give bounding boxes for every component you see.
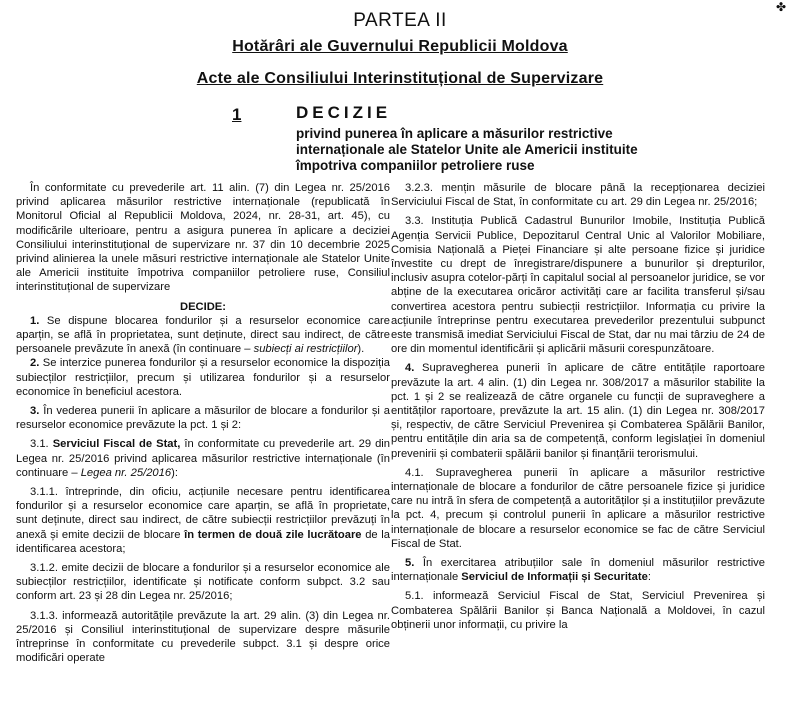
point-4-1: 4.1. Supravegherea punerii în aplicare a măsurilor restrictive internaționale de blocare a fondurilor de către persoanele fizice și juridice care nu intră în sfera de competență a autorităților și a instituțiilor prevăzute la pct. 4, precum și controlul punerii în aplicare a măsurilor restrictive internaționale de blocare a resurselor economice se fac de către Serviciul Fiscal de Stat. [391,466,765,550]
left-column [16,181,390,671]
point-3-1-2: 3.1.2. emite decizii de blocare a fondurilor și a resurselor economice ale subiecților restricțiilor, identificate și notificate conform subpct. 3.2 sau conform art. 23 și 28 din Legea nr. 25/2016; [16,562,390,603]
subtitle-line: privind punerea în aplicare a măsurilor restrictive [296,126,613,141]
decide-heading: DECIDE: [180,300,226,313]
point-5: 5. În exercitarea atribuțiilor sale în domeniul măsurilor restrictive internaționale Serviciul de Informații și Securitate: [391,557,765,584]
part-heading: PARTEA II [353,10,447,31]
subtitle-line: împotriva companiilor petroliere ruse [296,158,535,173]
point-3-3: 3.3. Instituția Publică Cadastrul Bunurilor Imobile, Instituția Publică Agenția Servicii Publice, Depozitarul Central Unic al Valorilor Mobiliare, Comisia Națională a Pieței Financiare și alte persoane fizice și juridice învestite cu drept de înregistrare/dispunere a bunurilor și drepturilor, inclusiv asupra cotelor-părți în capitalul social al persoanelor juridice, se vor abține de la executarea oricăror activități care ar facilita transferul și/sau convertirea acestora pentru subiecții restricțiilor. Informația cu privire la acțiunile întreprinse pentru executarea prevederilor prezentului subpunct este transmisă imediat Serviciului Fiscal de Stat, dar nu mai târziu de 24 de ore din momentul identificării și aplicării măsurii corespunzătoare. [391,215,765,356]
ornament-icon: ✤ [775,0,786,14]
decision-subtitle [296,126,736,174]
point-1: 1. Se dispune blocarea fondurilor și a resurselor economice care aparțin, se află în proprietatea, sunt deținute, direct sau indirect, de către persoanele prevăzute în anexă (în continuare – subiecți ai restricțiilor). [16,314,390,356]
council-section-title: Acte ale Consiliului Interinstituțional de Supervizare [196,70,604,87]
point-3: 3. În vederea punerii în aplicare a măsurilor de blocare a fondurilor și a resurselor economice prevăzute la pct. 1 și 2: [16,405,390,432]
intro-paragraph: În conformitate cu prevederile art. 11 alin. (7) din Legea nr. 25/2016 privind aplicarea măsurilor restrictive internaționale (republicată în Monitorul Oficial al Republicii Moldova, 2024, nr. 28-31, art. 45), cu modificările ulterioare, pentru a asigura punerea în aplicare a deciziei Consiliului interinstituțional de supervizare nr. 37 din 10 decembrie 2025 privind alinierea la unele măsuri restrictive internaționale ale Statelor Unite ale Americii instituite împotriva companiilor petroliere ruse, Consiliul interinstituțional de supervizare [16,182,390,294]
point-4: 4. Supravegherea punerii în aplicare de către entitățile raportoare prevăzute la art. 4 alin. (1) din Legea nr. 308/2017 a măsurilor stabilite la pct. 1 și 2 se realizează de către organele cu funcții de supraveghere a entităților raportoare, prevăzute la art. 15 alin. (1) din Legea nr. 308/2017 și, respectiv, de către Serviciul Prevenirea și Combaterea Spălării Banilor, pentru entitățile din aria sa de competență, conform legislației în domeniul prevenirii și combaterii spălării banilor și finanțării terorismului. [391,362,765,460]
point-5-1: 5.1. informează Serviciul Fiscal de Stat, Serviciul Prevenirea și Combaterea Spălării Banilor și Banca Națională a Moldovei, în cazul obținerii unor informații, cu privire la [391,590,765,631]
point-2: 2. Se interzice punerea fondurilor și a resurselor economice la dispoziția subiecților restricțiilor, precum și utilizarea fondurilor și a resurselor economice în beneficiul acestora. [16,357,390,398]
subtitle-line: internaționale ale Statelor Unite ale Americii instituite [296,142,638,157]
decision-title: DECIZIE [296,103,392,122]
right-column [391,181,765,637]
government-section-title: Hotărâri ale Guvernului Republicii Moldova [232,38,568,55]
decision-number: 1 [232,105,242,124]
point-3-2-3: 3.2.3. mențin măsurile de blocare până la recepționarea deciziei Serviciului Fiscal de Stat, în conformitate cu art. 29 din Legea nr. 25/2016; [391,182,765,209]
point-3-1-3: 3.1.3. informează autoritățile prevăzute la art. 29 alin. (3) din Legea nr. 25/2016 și Consiliul interinstituțional de supervizare despre măsurile întreprinse în conformitate cu prevederile subpct. 3.1 și despre orice modificări operate [16,609,390,665]
point-3-1: 3.1. Serviciul Fiscal de Stat, în conformitate cu prevederile art. 29 din Legea nr. 25/2016 privind aplicarea măsurilor restrictive internaționale (în continuare – Legea nr. 25/2016): [16,438,391,479]
point-3-1-1: 3.1.1. întreprinde, din oficiu, acțiunile necesare pentru identificarea fondurilor și a resurselor economice care aparțin, se află în proprietate, sunt deținute, direct sau indirect, de către subiecții restricțiilor prevăzuți în anexă și emite decizii de blocare în termen de două zile lucrătoare de la identificarea acestora; [16,486,390,555]
